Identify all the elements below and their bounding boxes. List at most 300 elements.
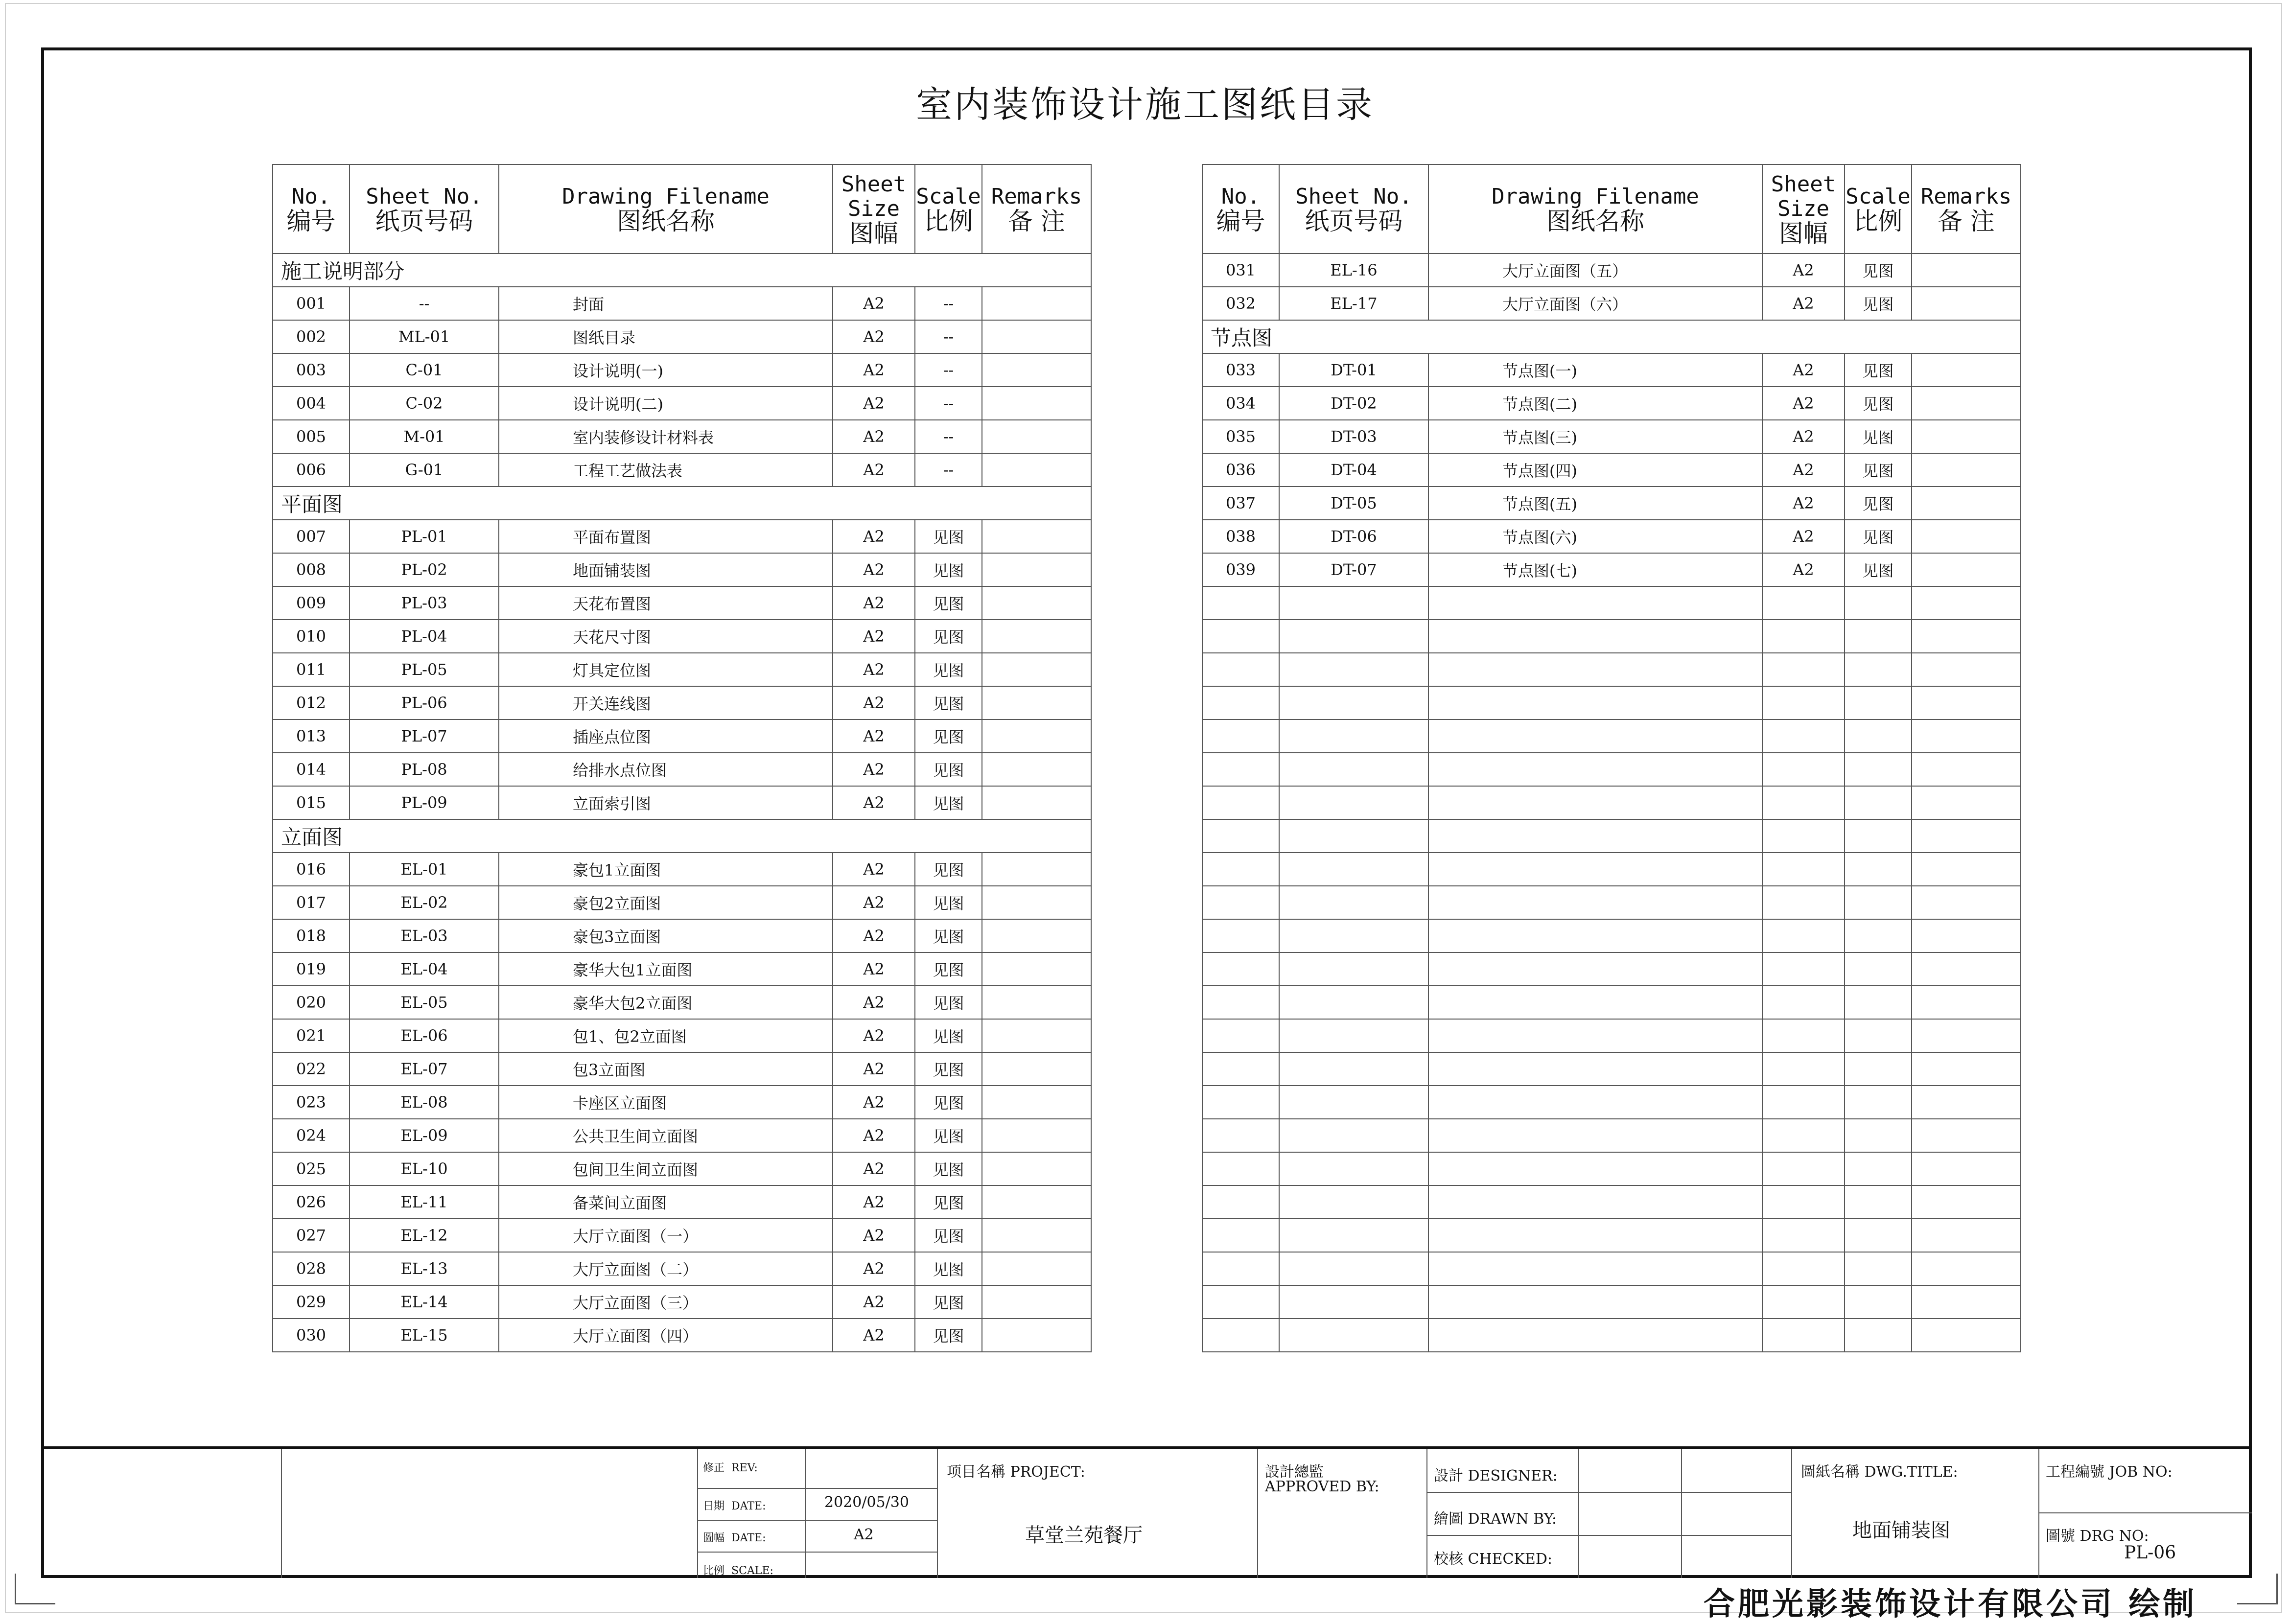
blank-row bbox=[1202, 986, 2021, 1019]
cell-filename: 天花布置图 bbox=[499, 586, 833, 620]
cell-size: A2 bbox=[833, 952, 915, 986]
cell-sheet-no: -- bbox=[350, 287, 499, 320]
cell-filename: 备菜间立面图 bbox=[499, 1185, 833, 1219]
cell-size: A2 bbox=[833, 420, 915, 453]
section-title: 平面图 bbox=[273, 487, 1091, 520]
cell-no: 015 bbox=[273, 786, 350, 819]
blank-cell bbox=[1428, 1052, 1762, 1086]
blank-cell bbox=[1279, 1052, 1428, 1086]
blank-cell bbox=[1428, 886, 1762, 919]
blank-cell bbox=[1762, 1319, 1845, 1352]
blank-cell bbox=[1845, 1052, 1912, 1086]
blank-cell bbox=[1279, 1086, 1428, 1119]
cell-filename: 大厅立面图（五） bbox=[1428, 254, 1762, 287]
cell-scale: 见图 bbox=[915, 520, 982, 553]
blank-cell bbox=[1428, 786, 1762, 819]
cell-filename: 室内装修设计材料表 bbox=[499, 420, 833, 453]
cell-size: A2 bbox=[833, 453, 915, 487]
table-row bbox=[1202, 487, 2021, 520]
cell-sheet-no: DT-03 bbox=[1279, 420, 1428, 453]
drawing-index-table-right bbox=[1202, 164, 2021, 1352]
cell-remarks bbox=[982, 1119, 1091, 1152]
cell-filename: 开关连线图 bbox=[499, 686, 833, 719]
table-row bbox=[273, 1152, 1091, 1185]
table-row bbox=[273, 853, 1091, 886]
blank-row bbox=[1202, 853, 2021, 886]
table-row bbox=[273, 1052, 1091, 1086]
cell-filename: 灯具定位图 bbox=[499, 653, 833, 686]
cell-remarks bbox=[982, 719, 1091, 753]
table-row bbox=[273, 686, 1091, 719]
blank-row bbox=[1202, 886, 2021, 919]
table-row bbox=[273, 420, 1091, 453]
cell-sheet-no: DT-02 bbox=[1279, 387, 1428, 420]
cell-scale: 见图 bbox=[915, 853, 982, 886]
page-title: 室内装饰设计施工图纸目录 bbox=[916, 84, 1374, 126]
blank-cell bbox=[1762, 1285, 1845, 1319]
cell-remarks bbox=[1912, 553, 2021, 586]
header-scale: Scale 比例 bbox=[915, 164, 982, 254]
cell-size: A2 bbox=[833, 1185, 915, 1219]
blank-cell bbox=[1428, 653, 1762, 686]
blank-cell bbox=[1279, 786, 1428, 819]
cell-scale: 见图 bbox=[915, 886, 982, 919]
blank-cell bbox=[1845, 653, 1912, 686]
designer-label: 設計 DESIGNER: bbox=[1434, 1467, 1558, 1485]
cell-no: 036 bbox=[1202, 453, 1279, 487]
cell-remarks bbox=[982, 886, 1091, 919]
cell-scale: 见图 bbox=[915, 786, 982, 819]
cell-scale: -- bbox=[915, 320, 982, 353]
cell-scale: 见图 bbox=[915, 553, 982, 586]
cell-scale: 见图 bbox=[1845, 254, 1912, 287]
cell-scale: 见图 bbox=[915, 753, 982, 786]
blank-cell bbox=[1845, 1319, 1912, 1352]
cell-filename: 包3立面图 bbox=[499, 1052, 833, 1086]
cell-size: A2 bbox=[833, 653, 915, 686]
table-header-row bbox=[1202, 164, 2021, 254]
cell-size: A2 bbox=[833, 387, 915, 420]
cell-size: A2 bbox=[833, 919, 915, 952]
blank-cell bbox=[1762, 1119, 1845, 1152]
cell-remarks bbox=[982, 1052, 1091, 1086]
size-label: 圖幅 DATE: bbox=[703, 1532, 766, 1544]
cell-sheet-no: EL-15 bbox=[350, 1319, 499, 1352]
cell-size: A2 bbox=[833, 353, 915, 387]
cell-sheet-no: DT-01 bbox=[1279, 353, 1428, 387]
blank-cell bbox=[1279, 686, 1428, 719]
table-row bbox=[273, 287, 1091, 320]
cell-scale: 见图 bbox=[915, 1185, 982, 1219]
cell-scale: 见图 bbox=[915, 1319, 982, 1352]
cell-scale: -- bbox=[915, 353, 982, 387]
cell-no: 029 bbox=[273, 1285, 350, 1319]
blank-cell bbox=[1845, 1119, 1912, 1152]
blank-cell bbox=[1845, 786, 1912, 819]
blank-cell bbox=[1845, 1185, 1912, 1219]
blank-cell bbox=[1912, 653, 2021, 686]
cell-remarks bbox=[982, 753, 1091, 786]
blank-row bbox=[1202, 786, 2021, 819]
section-row bbox=[273, 254, 1091, 287]
blank-cell bbox=[1202, 1152, 1279, 1185]
cell-no: 014 bbox=[273, 753, 350, 786]
cell-no: 017 bbox=[273, 886, 350, 919]
table-row bbox=[273, 886, 1091, 919]
cell-filename: 节点图(四) bbox=[1428, 453, 1762, 487]
cell-scale: -- bbox=[915, 387, 982, 420]
header-sheet-size: Sheet Size 图幅 bbox=[833, 164, 915, 254]
cell-no: 003 bbox=[273, 353, 350, 387]
cell-size: A2 bbox=[833, 986, 915, 1019]
blank-row bbox=[1202, 1119, 2021, 1152]
blank-cell bbox=[1428, 753, 1762, 786]
blank-cell bbox=[1428, 1319, 1762, 1352]
cell-no: 023 bbox=[273, 1086, 350, 1119]
header-no: No. 编号 bbox=[273, 164, 350, 254]
blank-cell bbox=[1202, 819, 1279, 853]
table-row bbox=[273, 453, 1091, 487]
cell-filename: 平面布置图 bbox=[499, 520, 833, 553]
blank-cell bbox=[1279, 919, 1428, 952]
title-block bbox=[41, 1446, 2252, 1578]
cell-no: 019 bbox=[273, 952, 350, 986]
cell-filename: 立面索引图 bbox=[499, 786, 833, 819]
blank-cell bbox=[1845, 586, 1912, 620]
table-row bbox=[273, 320, 1091, 353]
blank-cell bbox=[1202, 886, 1279, 919]
cell-sheet-no: EL-08 bbox=[350, 1086, 499, 1119]
cell-sheet-no: PL-04 bbox=[350, 620, 499, 653]
cell-size: A2 bbox=[1762, 553, 1845, 586]
cell-scale: 见图 bbox=[915, 653, 982, 686]
table-row bbox=[273, 1185, 1091, 1219]
cell-remarks bbox=[1912, 453, 2021, 487]
cell-sheet-no: EL-12 bbox=[350, 1219, 499, 1252]
table-row bbox=[1202, 387, 2021, 420]
cell-sheet-no: DT-06 bbox=[1279, 520, 1428, 553]
blank-cell bbox=[1202, 786, 1279, 819]
cell-no: 030 bbox=[273, 1319, 350, 1352]
blank-cell bbox=[1912, 719, 2021, 753]
cell-filename: 节点图(一) bbox=[1428, 353, 1762, 387]
cell-sheet-no: PL-03 bbox=[350, 586, 499, 620]
blank-cell bbox=[1202, 1086, 1279, 1119]
cell-size: A2 bbox=[833, 520, 915, 553]
cell-sheet-no: PL-07 bbox=[350, 719, 499, 753]
blank-cell bbox=[1762, 620, 1845, 653]
blank-cell bbox=[1912, 586, 2021, 620]
cell-remarks bbox=[1912, 420, 2021, 453]
blank-cell bbox=[1762, 1219, 1845, 1252]
blank-cell bbox=[1428, 686, 1762, 719]
cell-remarks bbox=[982, 287, 1091, 320]
cell-size: A2 bbox=[833, 1319, 915, 1352]
blank-row bbox=[1202, 1185, 2021, 1219]
cell-remarks bbox=[982, 453, 1091, 487]
dwg-title-label: 圖紙名稱 DWG.TITLE: bbox=[1801, 1463, 1958, 1481]
blank-cell bbox=[1845, 1252, 1912, 1285]
table-row bbox=[273, 1285, 1091, 1319]
blank-cell bbox=[1202, 620, 1279, 653]
cell-no: 018 bbox=[273, 919, 350, 952]
blank-cell bbox=[1762, 986, 1845, 1019]
header-filename: Drawing Filename 图纸名称 bbox=[1428, 164, 1762, 254]
blank-cell bbox=[1279, 886, 1428, 919]
dwg-title-value: 地面铺装图 bbox=[1852, 1519, 1950, 1542]
cell-sheet-no: EL-11 bbox=[350, 1185, 499, 1219]
cell-filename: 节点图(六) bbox=[1428, 520, 1762, 553]
cell-scale: 见图 bbox=[915, 952, 982, 986]
cell-no: 008 bbox=[273, 553, 350, 586]
blank-cell bbox=[1845, 620, 1912, 653]
cell-scale: 见图 bbox=[915, 1152, 982, 1185]
header-sheet-no: Sheet No. 纸页号码 bbox=[1279, 164, 1428, 254]
blank-cell bbox=[1912, 1285, 2021, 1319]
blank-cell bbox=[1762, 919, 1845, 952]
blank-cell bbox=[1912, 1252, 2021, 1285]
blank-cell bbox=[1428, 1152, 1762, 1185]
section-row bbox=[273, 487, 1091, 520]
cell-filename: 工程工艺做法表 bbox=[499, 453, 833, 487]
blank-row bbox=[1202, 1152, 2021, 1185]
blank-cell bbox=[1279, 1285, 1428, 1319]
blank-cell bbox=[1428, 1019, 1762, 1052]
blank-cell bbox=[1428, 1219, 1762, 1252]
blank-cell bbox=[1912, 1185, 2021, 1219]
cell-scale: -- bbox=[915, 287, 982, 320]
blank-cell bbox=[1912, 986, 2021, 1019]
section-title: 施工说明部分 bbox=[273, 254, 1091, 287]
blank-cell bbox=[1845, 986, 1912, 1019]
cell-filename: 节点图(二) bbox=[1428, 387, 1762, 420]
blank-cell bbox=[1845, 719, 1912, 753]
blank-cell bbox=[1845, 853, 1912, 886]
cell-remarks bbox=[982, 420, 1091, 453]
cell-no: 038 bbox=[1202, 520, 1279, 553]
blank-cell bbox=[1845, 1086, 1912, 1119]
cell-no: 006 bbox=[273, 453, 350, 487]
cell-remarks bbox=[982, 786, 1091, 819]
crop-mark-bottom-right bbox=[2237, 1574, 2278, 1604]
table-row bbox=[273, 387, 1091, 420]
cell-scale: 见图 bbox=[915, 1019, 982, 1052]
blank-cell bbox=[1202, 952, 1279, 986]
cell-remarks bbox=[982, 1252, 1091, 1285]
blank-row bbox=[1202, 1052, 2021, 1086]
cell-remarks bbox=[982, 952, 1091, 986]
cell-no: 010 bbox=[273, 620, 350, 653]
cell-sheet-no: EL-02 bbox=[350, 886, 499, 919]
cell-sheet-no: EL-06 bbox=[350, 1019, 499, 1052]
blank-cell bbox=[1279, 1219, 1428, 1252]
blank-cell bbox=[1912, 819, 2021, 853]
blank-cell bbox=[1912, 686, 2021, 719]
cell-scale: 见图 bbox=[1845, 287, 1912, 320]
crop-mark-bottom-left bbox=[15, 1574, 55, 1604]
blank-cell bbox=[1912, 919, 2021, 952]
table-row bbox=[273, 919, 1091, 952]
cell-scale: -- bbox=[915, 453, 982, 487]
table-row bbox=[273, 1219, 1091, 1252]
cell-scale: 见图 bbox=[915, 719, 982, 753]
blank-cell bbox=[1202, 653, 1279, 686]
blank-cell bbox=[1912, 1319, 2021, 1352]
blank-cell bbox=[1428, 620, 1762, 653]
blank-cell bbox=[1845, 1219, 1912, 1252]
table-row bbox=[273, 620, 1091, 653]
cell-sheet-no: EL-17 bbox=[1279, 287, 1428, 320]
blank-cell bbox=[1202, 1019, 1279, 1052]
blank-row bbox=[1202, 653, 2021, 686]
blank-cell bbox=[1428, 719, 1762, 753]
cell-sheet-no: C-02 bbox=[350, 387, 499, 420]
blank-row bbox=[1202, 620, 2021, 653]
blank-cell bbox=[1912, 620, 2021, 653]
cell-filename: 大厅立面图（二） bbox=[499, 1252, 833, 1285]
table-row bbox=[1202, 287, 2021, 320]
cell-scale: 见图 bbox=[915, 986, 982, 1019]
cell-sheet-no: PL-02 bbox=[350, 553, 499, 586]
header-scale: Scale 比例 bbox=[1845, 164, 1912, 254]
blank-cell bbox=[1762, 1252, 1845, 1285]
blank-row bbox=[1202, 686, 2021, 719]
cell-no: 035 bbox=[1202, 420, 1279, 453]
cell-filename: 节点图(三) bbox=[1428, 420, 1762, 453]
cell-remarks bbox=[982, 620, 1091, 653]
table-row bbox=[273, 1252, 1091, 1285]
header-remarks: Remarks 备 注 bbox=[1912, 164, 2021, 254]
cell-size: A2 bbox=[833, 686, 915, 719]
blank-cell bbox=[1912, 1152, 2021, 1185]
blank-cell bbox=[1279, 620, 1428, 653]
blank-cell bbox=[1845, 919, 1912, 952]
blank-cell bbox=[1912, 786, 2021, 819]
blank-cell bbox=[1202, 1252, 1279, 1285]
cell-no: 022 bbox=[273, 1052, 350, 1086]
cell-remarks bbox=[982, 1086, 1091, 1119]
cell-sheet-no: EL-16 bbox=[1279, 254, 1428, 287]
blank-cell bbox=[1762, 719, 1845, 753]
cell-sheet-no: DT-04 bbox=[1279, 453, 1428, 487]
table-row bbox=[273, 719, 1091, 753]
blank-cell bbox=[1202, 1119, 1279, 1152]
cell-scale: 见图 bbox=[915, 1086, 982, 1119]
blank-cell bbox=[1762, 1152, 1845, 1185]
table-row bbox=[273, 753, 1091, 786]
cell-filename: 公共卫生间立面图 bbox=[499, 1119, 833, 1152]
date-value: 2020/05/30 bbox=[824, 1494, 909, 1511]
cell-no: 011 bbox=[273, 653, 350, 686]
cell-size: A2 bbox=[833, 620, 915, 653]
cell-remarks bbox=[982, 353, 1091, 387]
cell-scale: 见图 bbox=[915, 586, 982, 620]
header-no: No. 编号 bbox=[1202, 164, 1279, 254]
table-row bbox=[273, 986, 1091, 1019]
cell-remarks bbox=[982, 1285, 1091, 1319]
dwg-no-label: 圖號 DRG NO: bbox=[2046, 1528, 2149, 1545]
blank-row bbox=[1202, 952, 2021, 986]
cell-no: 032 bbox=[1202, 287, 1279, 320]
blank-cell bbox=[1202, 986, 1279, 1019]
cell-remarks bbox=[982, 553, 1091, 586]
cell-size: A2 bbox=[833, 1086, 915, 1119]
cell-scale: 见图 bbox=[1845, 553, 1912, 586]
table-header-row bbox=[273, 164, 1091, 254]
cell-size: A2 bbox=[833, 719, 915, 753]
cell-remarks bbox=[982, 853, 1091, 886]
blank-cell bbox=[1279, 952, 1428, 986]
blank-cell bbox=[1279, 719, 1428, 753]
drawing-index-table-left bbox=[272, 164, 1092, 1352]
table-row bbox=[1202, 420, 2021, 453]
cell-remarks bbox=[982, 653, 1091, 686]
blank-cell bbox=[1845, 686, 1912, 719]
blank-cell bbox=[1912, 1219, 2021, 1252]
blank-cell bbox=[1912, 853, 2021, 886]
cell-filename: 豪华大包2立面图 bbox=[499, 986, 833, 1019]
cell-no: 013 bbox=[273, 719, 350, 753]
drawn-label: 繪圖 DRAWN BY: bbox=[1434, 1510, 1557, 1528]
cell-scale: 见图 bbox=[1845, 487, 1912, 520]
cell-size: A2 bbox=[1762, 520, 1845, 553]
blank-cell bbox=[1912, 1052, 2021, 1086]
cell-size: A2 bbox=[833, 586, 915, 620]
blank-cell bbox=[1762, 1052, 1845, 1086]
cell-remarks bbox=[982, 1219, 1091, 1252]
cell-no: 001 bbox=[273, 287, 350, 320]
cell-no: 024 bbox=[273, 1119, 350, 1152]
cell-filename: 封面 bbox=[499, 287, 833, 320]
blank-cell bbox=[1428, 1119, 1762, 1152]
blank-cell bbox=[1845, 1019, 1912, 1052]
blank-cell bbox=[1279, 819, 1428, 853]
cell-size: A2 bbox=[1762, 387, 1845, 420]
blank-cell bbox=[1202, 719, 1279, 753]
cell-sheet-no: DT-07 bbox=[1279, 553, 1428, 586]
cell-no: 002 bbox=[273, 320, 350, 353]
blank-cell bbox=[1202, 686, 1279, 719]
blank-cell bbox=[1762, 686, 1845, 719]
cell-sheet-no: EL-03 bbox=[350, 919, 499, 952]
table-row bbox=[273, 1119, 1091, 1152]
cell-filename: 节点图(七) bbox=[1428, 553, 1762, 586]
cell-remarks bbox=[982, 1185, 1091, 1219]
cell-size: A2 bbox=[833, 853, 915, 886]
blank-cell bbox=[1279, 1185, 1428, 1219]
header-sheet-no: Sheet No. 纸页号码 bbox=[350, 164, 499, 254]
blank-cell bbox=[1428, 853, 1762, 886]
cell-size: A2 bbox=[833, 287, 915, 320]
blank-cell bbox=[1762, 886, 1845, 919]
blank-row bbox=[1202, 819, 2021, 853]
blank-row bbox=[1202, 1319, 2021, 1352]
table-row bbox=[273, 1086, 1091, 1119]
cell-remarks bbox=[1912, 520, 2021, 553]
cell-remarks bbox=[982, 1319, 1091, 1352]
cell-filename: 豪包1立面图 bbox=[499, 853, 833, 886]
section-title: 节点图 bbox=[1202, 320, 2021, 353]
cell-sheet-no: PL-09 bbox=[350, 786, 499, 819]
cell-filename: 设计说明(二) bbox=[499, 387, 833, 420]
cell-sheet-no: EL-09 bbox=[350, 1119, 499, 1152]
cell-sheet-no: C-01 bbox=[350, 353, 499, 387]
cell-scale: 见图 bbox=[1845, 453, 1912, 487]
cell-size: A2 bbox=[833, 1285, 915, 1319]
cell-no: 004 bbox=[273, 387, 350, 420]
table-row bbox=[273, 1319, 1091, 1352]
table-row bbox=[273, 353, 1091, 387]
